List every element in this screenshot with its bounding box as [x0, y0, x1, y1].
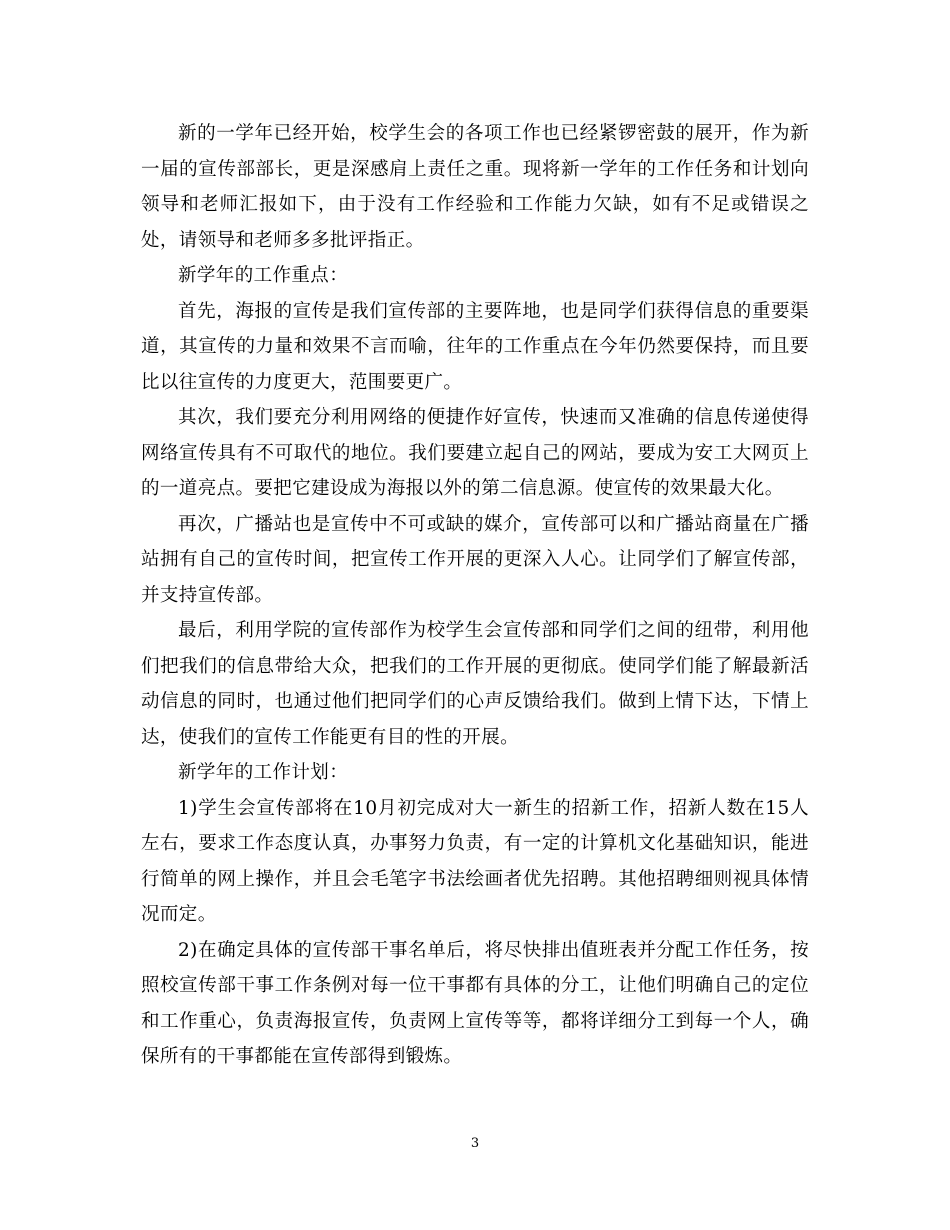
- document-body: [141, 116, 809, 1075]
- intro-paragraph: 新的一学年已经开始，校学生会的各项工作也已经紧锣密鼓的展开，作为新一届的宣传部部长，更是深感肩上责任之重。现将新一学年的工作任务和计划向领导和老师汇报如下，由于没有工作经验和工作能力欠缺，如有不足或错误之处，请领导和老师多多批评指正。: [141, 123, 809, 251]
- paragraph-last: 最后，利用学院的宣传部作为校学生会宣传部和同学们之间的纽带，利用他们把我们的信息带给大众，把我们的工作开展的更彻底。使同学们能了解最新活动信息的同时，也通过他们把同学们的心声反馈给我们。做到上情下达，下情上达，使我们的宣传工作能更有目的性的开展。: [141, 620, 809, 748]
- section-heading-plan: 新学年的工作计划：: [178, 762, 349, 783]
- paragraph-second: 其次，我们要充分利用网络的便捷作好宣传，快速而又准确的信息传递使得网络宣传具有不可取代的地位。我们要建立起自己的网站，要成为安工大网页上的一道亮点。要把它建设成为海报以外的第二信息源。使宣传的效果最大化。: [141, 407, 809, 499]
- plan-item-1: 1)学生会宣传部将在10月初完成对大一新生的招新工作，招新人数在15人左右，要求工作态度认真，办事努力负责，有一定的计算机文化基础知识，能进行简单的网上操作，并且会毛笔字书法绘画者优先招聘。其他招聘细则视具体情况而定。: [141, 797, 809, 925]
- plan-item-2: 2)在确定具体的宣传部干事名单后，将尽快排出值班表并分配工作任务，按照校宣传部干事工作条例对每一位干事都有具体的分工，让他们明确自己的定位和工作重心，负责海报宣传，负责网上宣传等等，都将详细分工到每一个人，确保所有的干事都能在宣传部得到锻炼。: [141, 939, 809, 1067]
- page-number: 3: [470, 1136, 480, 1151]
- paragraph-first: 首先，海报的宣传是我们宣传部的主要阵地，也是同学们获得信息的重要渠道，其宣传的力量和效果不言而喻，往年的工作重点在今年仍然要保持，而且要比以往宣传的力度更大，范围要更广。: [141, 300, 809, 393]
- paragraph-third: 再次，广播站也是宣传中不可或缺的媒介，宣传部可以和广播站商量在广播站拥有自己的宣传时间，把宣传工作开展的更深入人心。让同学们了解宣传部，并支持宣传部。: [141, 513, 809, 606]
- section-heading-focus: 新学年的工作重点：: [178, 265, 349, 286]
